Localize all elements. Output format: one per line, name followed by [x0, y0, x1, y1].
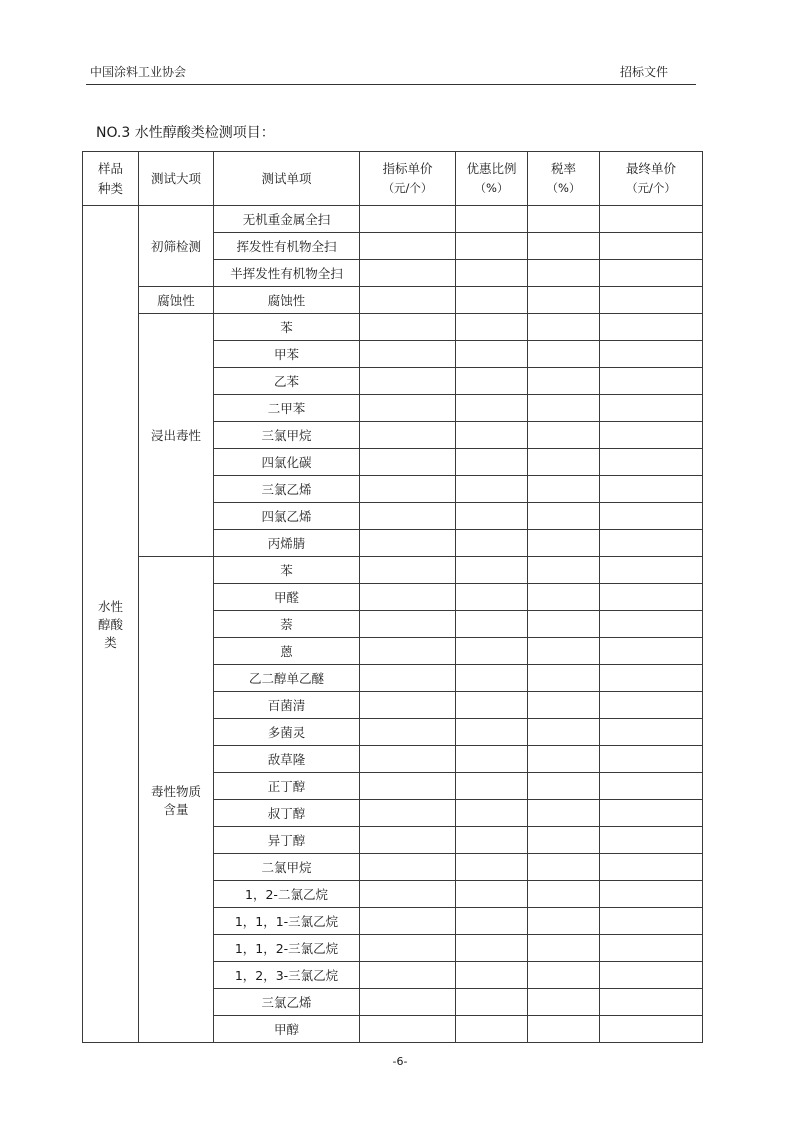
unit-price-cell[interactable] — [360, 368, 456, 395]
final-price-cell[interactable] — [600, 719, 703, 746]
test-item-cell: 二甲苯 — [214, 395, 360, 422]
test-item-cell: 乙二醇单乙醚 — [214, 665, 360, 692]
header-organization: 中国涂料工业协会 — [90, 65, 187, 79]
test-item-cell: 丙烯腈 — [214, 530, 360, 557]
test-item-cell: 腐蚀性 — [214, 287, 360, 314]
discount-cell[interactable] — [456, 854, 528, 881]
major-category-line: 腐蚀性 — [157, 293, 195, 308]
final-price-cell[interactable] — [600, 1016, 703, 1043]
unit-price-cell[interactable] — [360, 854, 456, 881]
test-item-cell: 苯 — [214, 557, 360, 584]
test-item-cell: 四氯化碳 — [214, 449, 360, 476]
final-price-cell[interactable] — [600, 287, 703, 314]
page-number: -6- — [392, 1055, 408, 1068]
discount-cell[interactable] — [456, 260, 528, 287]
tax-rate-cell[interactable] — [528, 827, 600, 854]
test-item-cell: 1，2，3-三氯乙烷 — [214, 962, 360, 989]
discount-cell[interactable] — [456, 827, 528, 854]
page-header — [86, 58, 696, 85]
unit-price-cell[interactable] — [360, 881, 456, 908]
test-item-cell: 三氯乙烯 — [214, 989, 360, 1016]
header-sample-type — [83, 152, 139, 206]
unit-price-cell[interactable] — [360, 530, 456, 557]
tax-rate-cell[interactable] — [528, 233, 600, 260]
test-item-cell: 挥发性有机物全扫 — [214, 233, 360, 260]
test-item-cell: 三氯乙烯 — [214, 476, 360, 503]
sample-type-line: 类 — [104, 635, 117, 650]
discount-cell[interactable] — [456, 449, 528, 476]
unit-price-cell[interactable] — [360, 476, 456, 503]
discount-cell[interactable] — [456, 962, 528, 989]
test-item-cell: 萘 — [214, 611, 360, 638]
unit-price-cell[interactable] — [360, 692, 456, 719]
discount-cell[interactable] — [456, 287, 528, 314]
final-price-cell[interactable] — [600, 746, 703, 773]
header-document-type: 招标文件 — [619, 65, 668, 79]
discount-cell[interactable] — [456, 368, 528, 395]
discount-cell[interactable] — [456, 989, 528, 1016]
header-discount-line2: （%） — [474, 181, 509, 196]
final-price-cell[interactable] — [600, 584, 703, 611]
major-category-cell — [139, 314, 214, 557]
final-price-cell[interactable] — [600, 665, 703, 692]
final-price-cell[interactable] — [600, 314, 703, 341]
discount-cell[interactable] — [456, 908, 528, 935]
final-price-cell[interactable] — [600, 962, 703, 989]
test-item-cell: 四氯乙烯 — [214, 503, 360, 530]
unit-price-cell[interactable] — [360, 341, 456, 368]
header-sample-type-line2: 种类 — [97, 180, 123, 196]
tax-rate-cell[interactable] — [528, 611, 600, 638]
tax-rate-cell[interactable] — [528, 449, 600, 476]
tax-rate-cell[interactable] — [528, 854, 600, 881]
major-category-line: 含量 — [163, 801, 189, 817]
table-body — [83, 206, 703, 1043]
unit-price-cell[interactable] — [360, 1016, 456, 1043]
tax-rate-cell[interactable] — [528, 1016, 600, 1043]
tax-rate-cell[interactable] — [528, 800, 600, 827]
final-price-cell[interactable] — [600, 827, 703, 854]
header-unit-price — [360, 152, 456, 206]
tax-rate-cell[interactable] — [528, 584, 600, 611]
header-major-category: 测试大项 — [139, 152, 214, 206]
test-item-cell: 1，1，1-三氯乙烷 — [214, 908, 360, 935]
table-row — [83, 557, 703, 584]
test-item-cell: 异丁醇 — [214, 827, 360, 854]
tax-rate-cell[interactable] — [528, 719, 600, 746]
test-item-cell: 甲醛 — [214, 584, 360, 611]
header-discount — [456, 152, 528, 206]
test-item-cell: 敌草隆 — [214, 746, 360, 773]
tax-rate-cell[interactable] — [528, 692, 600, 719]
unit-price-cell[interactable] — [360, 395, 456, 422]
test-item-cell: 叔丁醇 — [214, 800, 360, 827]
discount-cell[interactable] — [456, 584, 528, 611]
final-price-cell[interactable] — [600, 557, 703, 584]
unit-price-cell[interactable] — [360, 503, 456, 530]
header-unit-price-line2: （元/个） — [382, 181, 433, 196]
tax-rate-cell[interactable] — [528, 989, 600, 1016]
unit-price-cell[interactable] — [360, 908, 456, 935]
final-price-cell[interactable] — [600, 476, 703, 503]
unit-price-cell[interactable] — [360, 233, 456, 260]
test-item-cell: 1，2-二氯乙烷 — [214, 881, 360, 908]
unit-price-cell[interactable] — [360, 665, 456, 692]
test-items-table — [82, 151, 703, 1043]
header-sample-type-line1: 样品 — [97, 160, 123, 176]
unit-price-cell[interactable] — [360, 989, 456, 1016]
tax-rate-cell[interactable] — [528, 665, 600, 692]
discount-cell[interactable] — [456, 314, 528, 341]
tax-rate-cell[interactable] — [528, 395, 600, 422]
section-title: NO.3 水性醇酸类检测项目： — [96, 125, 275, 141]
test-item-cell: 甲醇 — [214, 1016, 360, 1043]
header-final-price — [600, 152, 703, 206]
unit-price-cell[interactable] — [360, 746, 456, 773]
test-item-cell: 二氯甲烷 — [214, 854, 360, 881]
discount-cell[interactable] — [456, 422, 528, 449]
final-price-cell[interactable] — [600, 908, 703, 935]
discount-cell[interactable] — [456, 476, 528, 503]
major-category-line: 浸出毒性 — [150, 428, 201, 443]
sample-type-cell — [83, 206, 139, 1043]
unit-price-cell[interactable] — [360, 314, 456, 341]
header-tax-rate-line2: （%） — [546, 181, 581, 196]
header-unit-price-line1: 指标单价 — [382, 161, 433, 177]
test-item-cell: 三氯甲烷 — [214, 422, 360, 449]
tax-rate-cell[interactable] — [528, 287, 600, 314]
tax-rate-cell[interactable] — [528, 368, 600, 395]
final-price-cell[interactable] — [600, 260, 703, 287]
discount-cell[interactable] — [456, 773, 528, 800]
unit-price-cell[interactable] — [360, 206, 456, 233]
discount-cell[interactable] — [456, 233, 528, 260]
tax-rate-cell[interactable] — [528, 341, 600, 368]
unit-price-cell[interactable] — [360, 638, 456, 665]
header-tax-rate-line1: 税率 — [550, 161, 576, 177]
unit-price-cell[interactable] — [360, 827, 456, 854]
header-final-price-line2: （元/个） — [626, 181, 676, 196]
unit-price-cell[interactable] — [360, 773, 456, 800]
test-item-cell: 乙苯 — [214, 368, 360, 395]
final-price-cell[interactable] — [600, 449, 703, 476]
tax-rate-cell[interactable] — [528, 530, 600, 557]
header-discount-line1: 优惠比例 — [466, 161, 517, 177]
table-row — [83, 287, 703, 314]
test-item-cell: 半挥发性有机物全扫 — [214, 260, 360, 287]
major-category-cell — [139, 557, 214, 1043]
major-category-line: 毒性物质 — [150, 783, 201, 799]
unit-price-cell[interactable] — [360, 719, 456, 746]
header-tax-rate — [528, 152, 600, 206]
discount-cell[interactable] — [456, 935, 528, 962]
unit-price-cell[interactable] — [360, 611, 456, 638]
final-price-cell[interactable] — [600, 773, 703, 800]
discount-cell[interactable] — [456, 503, 528, 530]
tax-rate-cell[interactable] — [528, 422, 600, 449]
final-price-cell[interactable] — [600, 395, 703, 422]
test-item-cell: 蒽 — [214, 638, 360, 665]
discount-cell[interactable] — [456, 719, 528, 746]
test-item-cell: 无机重金属全扫 — [214, 206, 360, 233]
table-row — [83, 314, 703, 341]
final-price-cell[interactable] — [600, 611, 703, 638]
unit-price-cell[interactable] — [360, 962, 456, 989]
final-price-cell[interactable] — [600, 422, 703, 449]
final-price-cell[interactable] — [600, 692, 703, 719]
table-row — [83, 206, 703, 233]
unit-price-cell[interactable] — [360, 800, 456, 827]
tax-rate-cell[interactable] — [528, 935, 600, 962]
unit-price-cell[interactable] — [360, 287, 456, 314]
tax-rate-cell[interactable] — [528, 476, 600, 503]
test-item-cell: 甲苯 — [214, 341, 360, 368]
discount-cell[interactable] — [456, 665, 528, 692]
final-price-cell[interactable] — [600, 503, 703, 530]
unit-price-cell[interactable] — [360, 449, 456, 476]
tax-rate-cell[interactable] — [528, 908, 600, 935]
unit-price-cell[interactable] — [360, 584, 456, 611]
final-price-cell[interactable] — [600, 368, 703, 395]
final-price-cell[interactable] — [600, 206, 703, 233]
discount-cell[interactable] — [456, 530, 528, 557]
final-price-cell[interactable] — [600, 341, 703, 368]
discount-cell[interactable] — [456, 341, 528, 368]
tax-rate-cell[interactable] — [528, 314, 600, 341]
final-price-cell[interactable] — [600, 881, 703, 908]
test-item-cell: 多菌灵 — [214, 719, 360, 746]
header-final-price-line1: 最终单价 — [625, 161, 676, 177]
discount-cell[interactable] — [456, 800, 528, 827]
discount-cell[interactable] — [456, 395, 528, 422]
tax-rate-cell[interactable] — [528, 638, 600, 665]
tax-rate-cell[interactable] — [528, 260, 600, 287]
final-price-cell[interactable] — [600, 854, 703, 881]
test-item-cell: 百菌清 — [214, 692, 360, 719]
unit-price-cell[interactable] — [360, 422, 456, 449]
final-price-cell[interactable] — [600, 638, 703, 665]
tax-rate-cell[interactable] — [528, 206, 600, 233]
test-item-cell: 1，1，2-三氯乙烷 — [214, 935, 360, 962]
major-category-cell — [139, 206, 214, 287]
unit-price-cell[interactable] — [360, 935, 456, 962]
unit-price-cell[interactable] — [360, 557, 456, 584]
major-category-cell — [139, 287, 214, 314]
final-price-cell[interactable] — [600, 233, 703, 260]
discount-cell[interactable] — [456, 206, 528, 233]
discount-cell[interactable] — [456, 692, 528, 719]
table-header-row — [83, 152, 703, 206]
final-price-cell[interactable] — [600, 530, 703, 557]
discount-cell[interactable] — [456, 611, 528, 638]
discount-cell[interactable] — [456, 746, 528, 773]
tax-rate-cell[interactable] — [528, 773, 600, 800]
discount-cell[interactable] — [456, 557, 528, 584]
tax-rate-cell[interactable] — [528, 962, 600, 989]
final-price-cell[interactable] — [600, 989, 703, 1016]
tax-rate-cell[interactable] — [528, 881, 600, 908]
sample-type-line: 水性 — [97, 599, 123, 614]
discount-cell[interactable] — [456, 881, 528, 908]
tax-rate-cell[interactable] — [528, 746, 600, 773]
discount-cell[interactable] — [456, 1016, 528, 1043]
tax-rate-cell[interactable] — [528, 557, 600, 584]
major-category-line: 初筛检测 — [150, 239, 201, 254]
final-price-cell[interactable] — [600, 935, 703, 962]
unit-price-cell[interactable] — [360, 260, 456, 287]
test-item-cell: 苯 — [214, 314, 360, 341]
discount-cell[interactable] — [456, 638, 528, 665]
test-item-cell: 正丁醇 — [214, 773, 360, 800]
final-price-cell[interactable] — [600, 800, 703, 827]
sample-type-line: 醇酸 — [97, 617, 123, 632]
header-test-item: 测试单项 — [214, 152, 360, 206]
tax-rate-cell[interactable] — [528, 503, 600, 530]
